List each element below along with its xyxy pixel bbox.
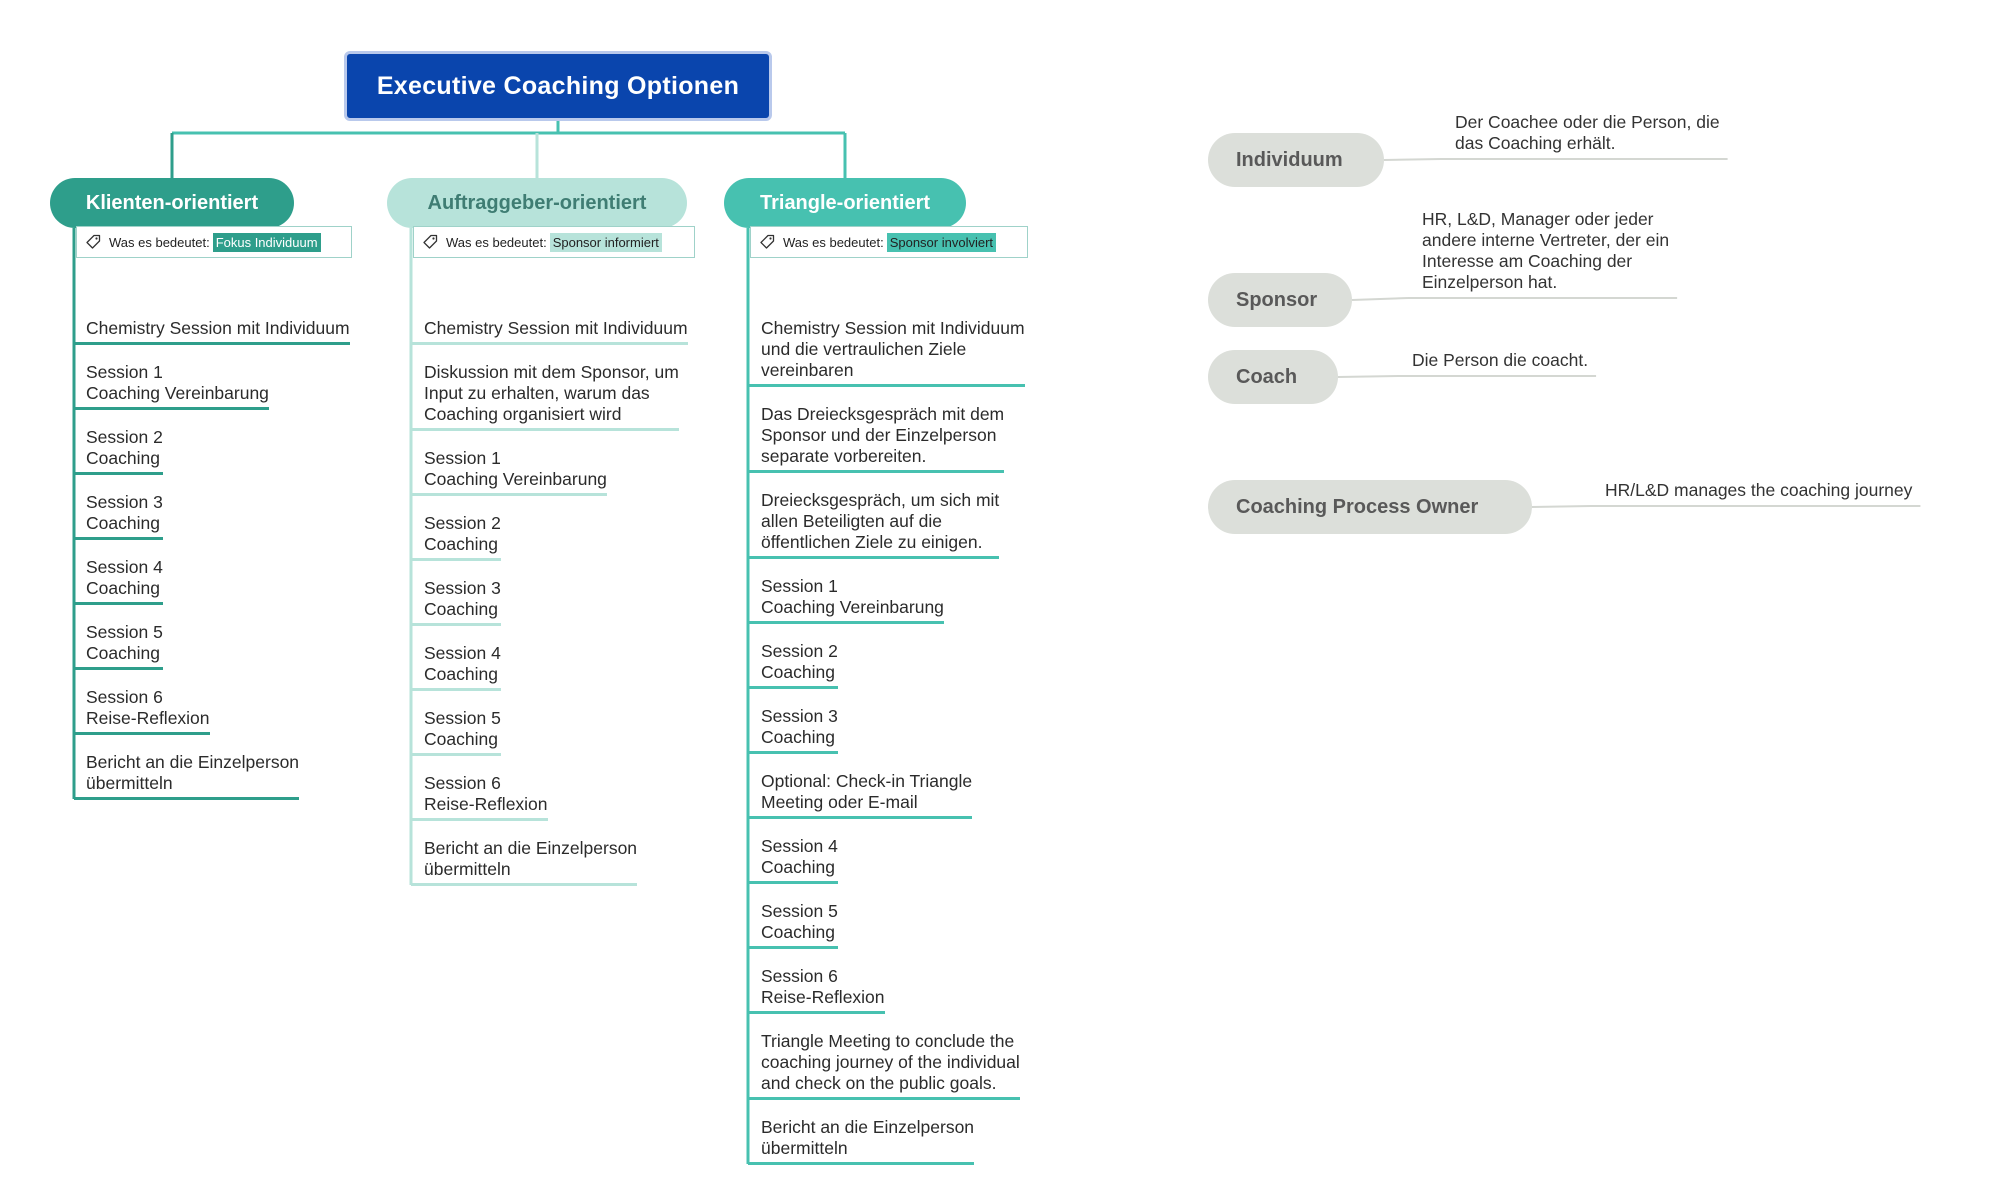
- root-topic[interactable]: Executive Coaching Optionen: [344, 51, 772, 121]
- list-item[interactable]: Optional: Check-in Triangle Meeting oder E-mail: [761, 771, 972, 819]
- list-item[interactable]: Session 2 Coaching: [761, 641, 838, 689]
- list-item[interactable]: Chemistry Session mit Individuum und die vertraulichen Ziele vereinbaren: [761, 318, 1025, 387]
- role-description-individuum: Der Coachee oder die Person, die das Coaching erhält.: [1455, 112, 1720, 153]
- role-individuum[interactable]: Individuum: [1208, 133, 1384, 187]
- connector-line: [1384, 159, 1441, 160]
- list-item[interactable]: Session 6 Reise-Reflexion: [761, 966, 885, 1014]
- triangle-steps-list: [761, 318, 1025, 1182]
- list-item[interactable]: Dreiecksgespräch, um sich mit allen Beteiligten auf die öffentlichen Ziele zu einigen.: [761, 490, 999, 559]
- tag-icon: [759, 234, 775, 250]
- list-item[interactable]: Session 1 Coaching Vereinbarung: [761, 576, 944, 624]
- list-item[interactable]: Triangle Meeting to conclude the coaching journey of the individual and check on the public goals.: [761, 1031, 1020, 1100]
- connector-line: [1532, 506, 1591, 507]
- tag-prefix: Was es bedeutet:: [446, 234, 547, 250]
- branch-triangle-oriented[interactable]: Triangle-orientiert: [724, 178, 966, 228]
- tag-prefix: Was es bedeutet:: [109, 234, 210, 250]
- branch-client-oriented[interactable]: Klienten-orientiert: [50, 178, 294, 228]
- list-item[interactable]: Chemistry Session mit Individuum: [424, 318, 688, 345]
- role-coaching-process-owner[interactable]: Coaching Process Owner: [1208, 480, 1532, 534]
- tag-icon: [85, 234, 101, 250]
- list-item[interactable]: Bericht an die Einzelperson übermitteln: [86, 752, 299, 800]
- list-item[interactable]: Session 6 Reise-Reflexion: [424, 773, 548, 821]
- role-description-coach: Die Person die coacht.: [1412, 350, 1589, 370]
- list-item[interactable]: Bericht an die Einzelperson übermitteln: [424, 838, 637, 886]
- list-item[interactable]: Session 2 Coaching: [86, 427, 163, 475]
- list-item[interactable]: Session 6 Reise-Reflexion: [86, 687, 210, 735]
- tag-icon: [422, 234, 438, 250]
- list-item[interactable]: Das Dreiecksgespräch mit dem Sponsor und der Einzelperson separate vorbereiten.: [761, 404, 1004, 473]
- role-coach[interactable]: Coach: [1208, 350, 1338, 404]
- list-item[interactable]: Session 4 Coaching: [761, 836, 838, 884]
- sponsor-steps-list: [424, 318, 688, 903]
- role-sponsor[interactable]: Sponsor: [1208, 273, 1352, 327]
- tag-value: Fokus Individuum: [213, 233, 321, 252]
- list-item[interactable]: Session 4 Coaching: [86, 557, 163, 605]
- list-item[interactable]: Diskussion mit dem Sponsor, um Input zu erhalten, warum das Coaching organisiert wird: [424, 362, 679, 431]
- connector-line: [1352, 298, 1408, 300]
- list-item[interactable]: Session 3 Coaching: [424, 578, 501, 626]
- tag-prefix: Was es bedeutet:: [783, 234, 884, 250]
- list-item[interactable]: Session 5 Coaching: [86, 622, 163, 670]
- list-item[interactable]: Session 5 Coaching: [424, 708, 501, 756]
- list-item[interactable]: Session 3 Coaching: [761, 706, 838, 754]
- list-item[interactable]: Session 2 Coaching: [424, 513, 501, 561]
- client-steps-list: [86, 318, 350, 817]
- list-item[interactable]: Session 4 Coaching: [424, 643, 501, 691]
- list-item[interactable]: Session 5 Coaching: [761, 901, 838, 949]
- tag-value: Sponsor involviert: [887, 233, 996, 252]
- list-item[interactable]: Session 1 Coaching Vereinbarung: [86, 362, 269, 410]
- connector-line: [1338, 376, 1398, 377]
- list-item[interactable]: Bericht an die Einzelperson übermitteln: [761, 1117, 974, 1165]
- role-description-sponsor: HR, L&D, Manager oder jeder andere interne Vertreter, der ein Interesse am Coaching der Einzelperson hat.: [1422, 209, 1670, 292]
- list-item[interactable]: Session 3 Coaching: [86, 492, 163, 540]
- branch-sponsor-oriented[interactable]: Auftraggeber-orientiert: [387, 178, 687, 228]
- meaning-tag-triangle: [750, 226, 1028, 258]
- meaning-tag-sponsor: [413, 226, 695, 258]
- list-item[interactable]: Session 1 Coaching Vereinbarung: [424, 448, 607, 496]
- role-description-process-owner: HR/L&D manages the coaching journey: [1605, 480, 1913, 500]
- meaning-tag-client: [76, 226, 352, 258]
- tag-value: Sponsor informiert: [550, 233, 662, 252]
- list-item[interactable]: Chemistry Session mit Individuum: [86, 318, 350, 345]
